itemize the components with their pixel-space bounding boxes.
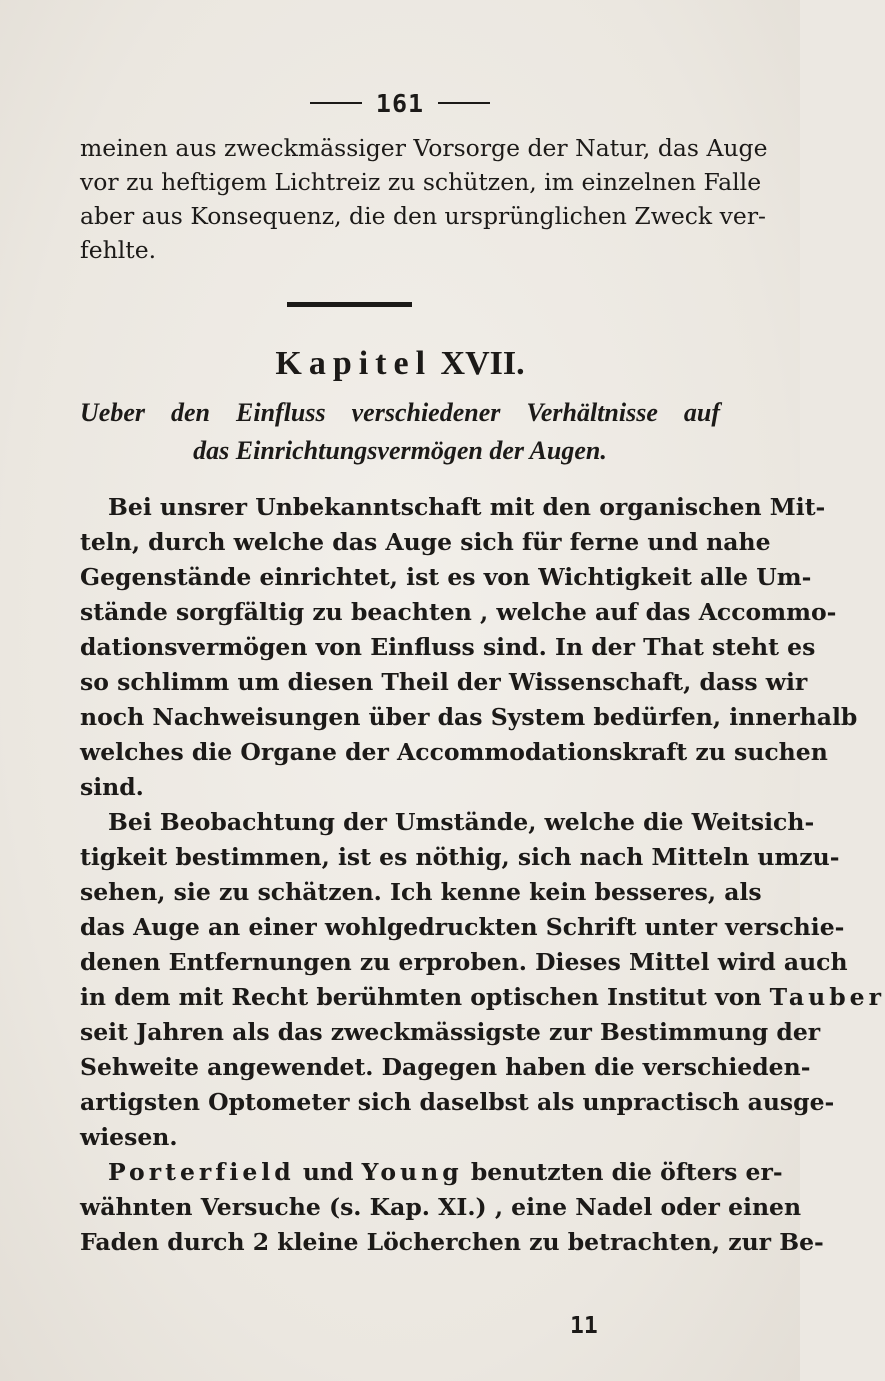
text-line: seit Jahren als das zweckmässigste zur Bestimmung der — [80, 1018, 821, 1046]
text-line: aber aus Konsequenz, die den ursprünglichen Zweck ver- — [80, 202, 766, 230]
chapter-numeral: XVII. — [440, 345, 525, 382]
text-line — [80, 981, 885, 1013]
text-line: Bei unsrer Unbekanntschaft mit den organischen Mit- — [108, 493, 826, 521]
text-line: stände sorgfältig zu beachten , welche auf das Accommo- — [80, 598, 837, 626]
text-line: welches die Organe der Accommodationskraft zu suchen — [80, 738, 828, 766]
page-number: 161 — [375, 88, 425, 118]
text-line: Gegenstände einrichtet, ist es von Wichtigkeit alle Um- — [80, 563, 812, 591]
text-line — [108, 1156, 783, 1188]
text-line: Faden durch 2 kleine Löcherchen zu betrachten, zur Be- — [80, 1228, 824, 1256]
text-line: noch Nachweisungen über das System bedürfen, innerhalb — [80, 703, 858, 731]
text-line: dationsvermögen von Einfluss sind. In der That steht es — [80, 633, 816, 661]
text-fragment: benutzten die öfters er- — [470, 1158, 783, 1186]
text-line: sehen, sie zu schätzen. Ich kenne kein besseres, als — [80, 878, 762, 906]
header-rule-left — [310, 102, 362, 104]
text-line: Sehweite angewendet. Dagegen haben die verschieden- — [80, 1053, 811, 1081]
page-header — [0, 88, 800, 118]
person-name-tauber: Tauber — [769, 983, 885, 1011]
person-name-young: Young — [361, 1158, 463, 1186]
text-line: sind. — [80, 773, 144, 801]
text-fragment: und — [302, 1158, 354, 1186]
text-line: vor zu heftigem Lichtreiz zu schützen, im einzelnen Falle — [80, 168, 762, 196]
text-line: so schlimm um diesen Theil der Wissenschaft, dass wir — [80, 668, 808, 696]
chapter-subtitle-line2: das Einrichtungsvermögen der Augen. — [193, 436, 607, 465]
chapter-subtitle-line1: Ueber den Einfluss verschiedener Verhältnisse auf — [80, 398, 720, 427]
person-name-porterfield: Porterfield — [108, 1158, 295, 1186]
chapter-word: Kapitel — [275, 345, 433, 382]
chapter-heading — [0, 344, 800, 384]
text-line: denen Entfernungen zu erproben. Dieses Mittel wird auch — [80, 948, 848, 976]
section-separator — [287, 302, 412, 307]
text-line: artigsten Optometer sich daselbst als unpractisch ausge- — [80, 1088, 835, 1116]
text-line: teln, durch welche das Auge sich für ferne und nahe — [80, 528, 771, 556]
text-line: wähnten Versuche (s. Kap. XI.) , eine Nadel oder einen — [80, 1193, 802, 1221]
text-fragment: in dem mit Recht berühmten optischen Institut von — [80, 983, 762, 1011]
header-rule-right — [438, 102, 490, 104]
text-line: meinen aus zweckmässiger Vorsorge der Natur, das Auge — [80, 134, 768, 162]
text-line: tigkeit bestimmen, ist es nöthig, sich nach Mitteln umzu- — [80, 843, 840, 871]
text-line: fehlte. — [80, 236, 157, 264]
signature-mark: 11 — [570, 1313, 598, 1339]
text-line: wiesen. — [80, 1123, 178, 1151]
text-line: Bei Beobachtung der Umstände, welche die Weitsich- — [108, 808, 815, 836]
text-line: das Auge an einer wohlgedruckten Schrift unter verschie- — [80, 913, 845, 941]
